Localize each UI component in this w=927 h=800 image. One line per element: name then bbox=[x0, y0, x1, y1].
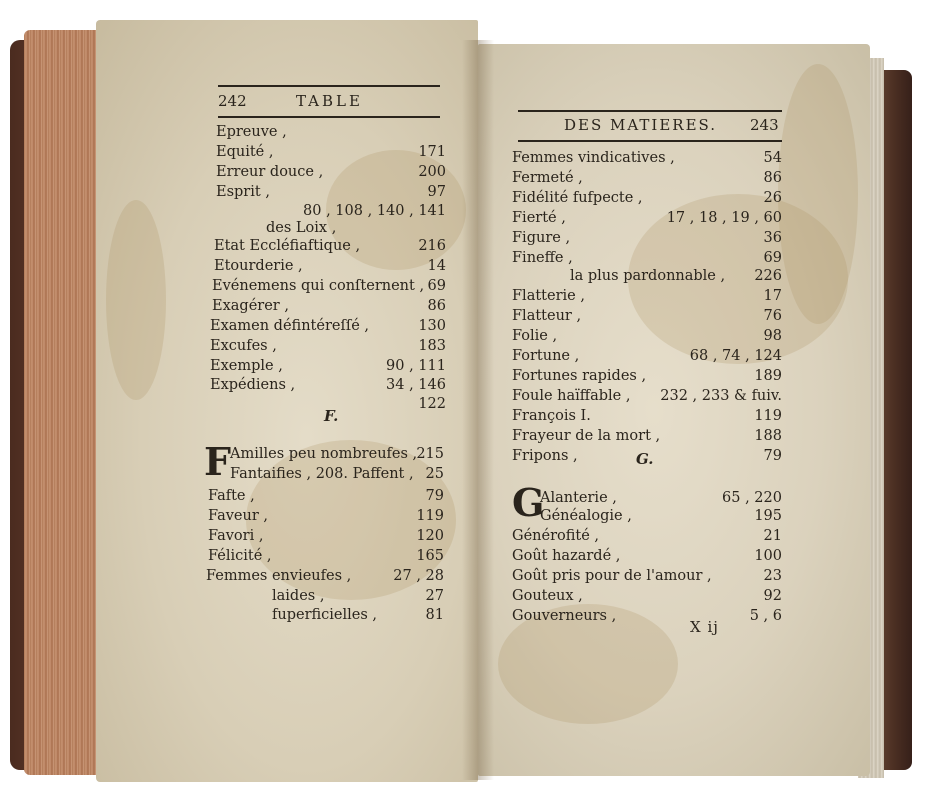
index-entry: Fripons , 79 bbox=[512, 448, 782, 464]
index-entry: Femmes vindicatives , 54 bbox=[512, 150, 782, 166]
index-entry: Figure , 36 bbox=[512, 230, 782, 246]
index-entry: Esprit , 97 bbox=[216, 184, 446, 200]
book-gutter bbox=[462, 40, 494, 780]
index-entry: Félicité , 165 bbox=[208, 548, 444, 564]
index-entry: Expédiens , 34 , 146 bbox=[210, 377, 446, 393]
index-entry: Fortunes rapides , 189 bbox=[512, 368, 782, 384]
index-entry: Femmes envieufes , 27 , 28 bbox=[206, 568, 444, 584]
index-entry: Epreuve , bbox=[216, 124, 287, 140]
index-entry: Fidélité fufpecte , 26 bbox=[512, 190, 782, 206]
index-entry: Evénemens qui conſternent , 69 bbox=[212, 278, 446, 294]
index-entry: Fortune , 68 , 74 , 124 bbox=[512, 348, 782, 364]
running-head: DES MATIERES. bbox=[564, 116, 718, 134]
index-entry: Exemple , 90 , 111 bbox=[210, 358, 446, 374]
index-entry: Exagérer , 86 bbox=[212, 298, 446, 314]
index-entry: 80 , 108 , 140 , 141 bbox=[303, 203, 446, 219]
index-entry: Gouverneurs , 5 , 6 bbox=[512, 608, 782, 624]
index-entry: Excufes , 183 bbox=[210, 338, 446, 354]
index-entry: Erreur douce , 200 bbox=[216, 164, 446, 180]
index-entry: Générofité , 21 bbox=[512, 528, 782, 544]
index-entry: Goût hazardé , 100 bbox=[512, 548, 782, 564]
section-letter: F. bbox=[324, 407, 339, 425]
drop-cap: G bbox=[512, 480, 545, 525]
index-entry: François I. 119 bbox=[512, 408, 782, 424]
index-entry: Favori , 120 bbox=[208, 528, 444, 544]
header-rule-bottom bbox=[218, 116, 440, 118]
index-entry: Foule haïffable , 232 , 233 & fuiv. bbox=[512, 388, 782, 404]
index-entry: des Loix , bbox=[266, 220, 337, 236]
index-entry: 122 bbox=[418, 396, 446, 412]
header-rule-top bbox=[218, 85, 440, 87]
index-entry: Fantaifies , 208. Paffent , 25 bbox=[230, 466, 444, 482]
index-entry: Flatterie , 17 bbox=[512, 288, 782, 304]
index-entry: Alanterie , 65 , 220 bbox=[540, 490, 782, 506]
water-stain bbox=[106, 200, 166, 400]
page-number: 243 bbox=[750, 116, 779, 134]
index-entry: Folie , 98 bbox=[512, 328, 782, 344]
index-entry: Goût pris pour de l'amour , 23 bbox=[512, 568, 782, 584]
index-entry: Equité , 171 bbox=[216, 144, 446, 160]
page-number: 242 bbox=[218, 92, 247, 110]
section-letter: G. bbox=[636, 450, 654, 468]
index-entry: Gouteux , 92 bbox=[512, 588, 782, 604]
water-stain bbox=[778, 64, 858, 324]
left-page bbox=[96, 20, 478, 782]
index-entry: Frayeur de la mort , 188 bbox=[512, 428, 782, 444]
index-entry: Fermeté , 86 bbox=[512, 170, 782, 186]
header-rule-top bbox=[518, 110, 782, 112]
index-entry: fuperficielles , 81 bbox=[272, 607, 444, 623]
index-entry: Fineffe , 69 bbox=[512, 250, 782, 266]
index-entry: Fafte , 79 bbox=[208, 488, 444, 504]
index-entry: Généalogie , 195 bbox=[540, 508, 782, 524]
index-entry: Flatteur , 76 bbox=[512, 308, 782, 324]
index-entry: laides , 27 bbox=[272, 588, 444, 604]
index-entry: Faveur , 119 bbox=[208, 508, 444, 524]
header-rule-bottom bbox=[518, 140, 782, 142]
index-entry: Etourderie , 14 bbox=[214, 258, 446, 274]
index-entry: Fierté , 17 , 18 , 19 , 60 bbox=[512, 210, 782, 226]
index-entry: Amilles peu nombreufes , 215 bbox=[230, 446, 444, 462]
right-page bbox=[478, 44, 870, 776]
running-head: TABLE bbox=[296, 92, 363, 110]
index-entry: Etat Eccléfiaftique , 216 bbox=[214, 238, 446, 254]
drop-cap: F bbox=[204, 439, 231, 484]
signature-mark: X ij bbox=[690, 618, 719, 636]
index-entry: Examen défintéreſſé , 130 bbox=[210, 318, 446, 334]
index-entry: la plus pardonnable , 226 bbox=[570, 268, 782, 284]
